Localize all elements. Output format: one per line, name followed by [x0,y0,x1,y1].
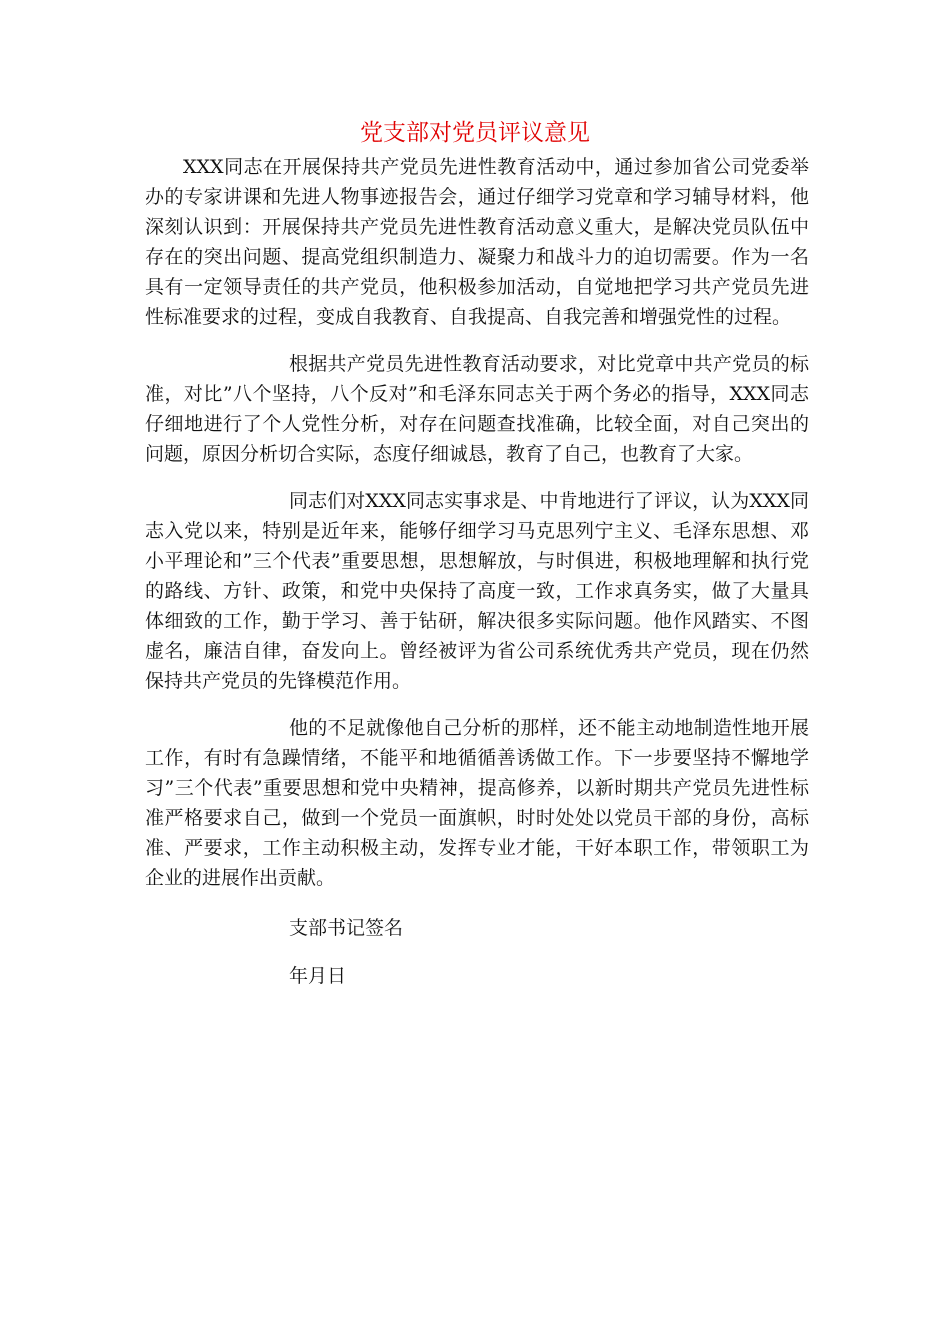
document-title: 党支部对党员评议意见 [360,120,590,146]
paragraph-2: 根据共产党员先进性教育活动要求，对比党章中共产党员的标准，对比”八个坚持，八个反对”和毛泽东同志关于两个务必的指导，XXX同志仔细地进行了个人党性分析，对存在问题查找准确，比较全面，对自己突出的问题，原因分析切合实际，态度仔细诚恳，教育了自己，也教育了大家。 [145,353,809,465]
signature-line: 支部书记签名 [289,917,404,939]
paragraph-4: 他的不足就像他自己分析的那样，还不能主动地制造性地开展工作，有时有急躁情绪，不能平和地循循善诱做工作。下一步要坚持不懈地学习”三个代表”重要思想和党中央精神，提高修养，以新时期共产党员先进性标准严格要求自己，做到一个党员一面旗帜，时时处处以党员干部的身份，高标准、严要求，工作主动积极主动，发挥专业才能，干好本职工作，带领职工为企业的进展作出贡献。 [145,717,809,889]
document-body [145,152,809,991]
paragraph-3: 同志们对XXX同志实事求是、中肯地进行了评议，认为XXX同志入党以来，特别是近年来，能够仔细学习马克思列宁主义、毛泽东思想、邓小平理论和”三个代表”重要思想，思想解放，与时俱进，积极地理解和执行党的路线、方针、政策，和党中央保持了高度一致，工作求真务实，做了大量具体细致的工作，勤于学习、善于钻研，解决很多实际问题。他作风踏实、不图虚名，廉洁自律，奋发向上。曾经被评为省公司系统优秀共产党员，现在仍然保持共产党员的先锋模范作用。 [145,490,809,692]
date-line: 年月日 [289,965,347,987]
paragraph-1: XXX同志在开展保持共产党员先进性教育活动中，通过参加省公司党委举办的专家讲课和先进人物事迹报告会，通过仔细学习党章和学习辅导材料，他深刻认识到：开展保持共产党员先进性教育活动意义重大，是解决党员队伍中存在的突出问题、提高党组织制造力、凝聚力和战斗力的迫切需要。作为一名具有一定领导责任的共产党员，他积极参加活动，自觉地把学习共产党员先进性标准要求的过程，变成自我教育、自我提高、自我完善和增强党性的过程。 [145,156,809,328]
